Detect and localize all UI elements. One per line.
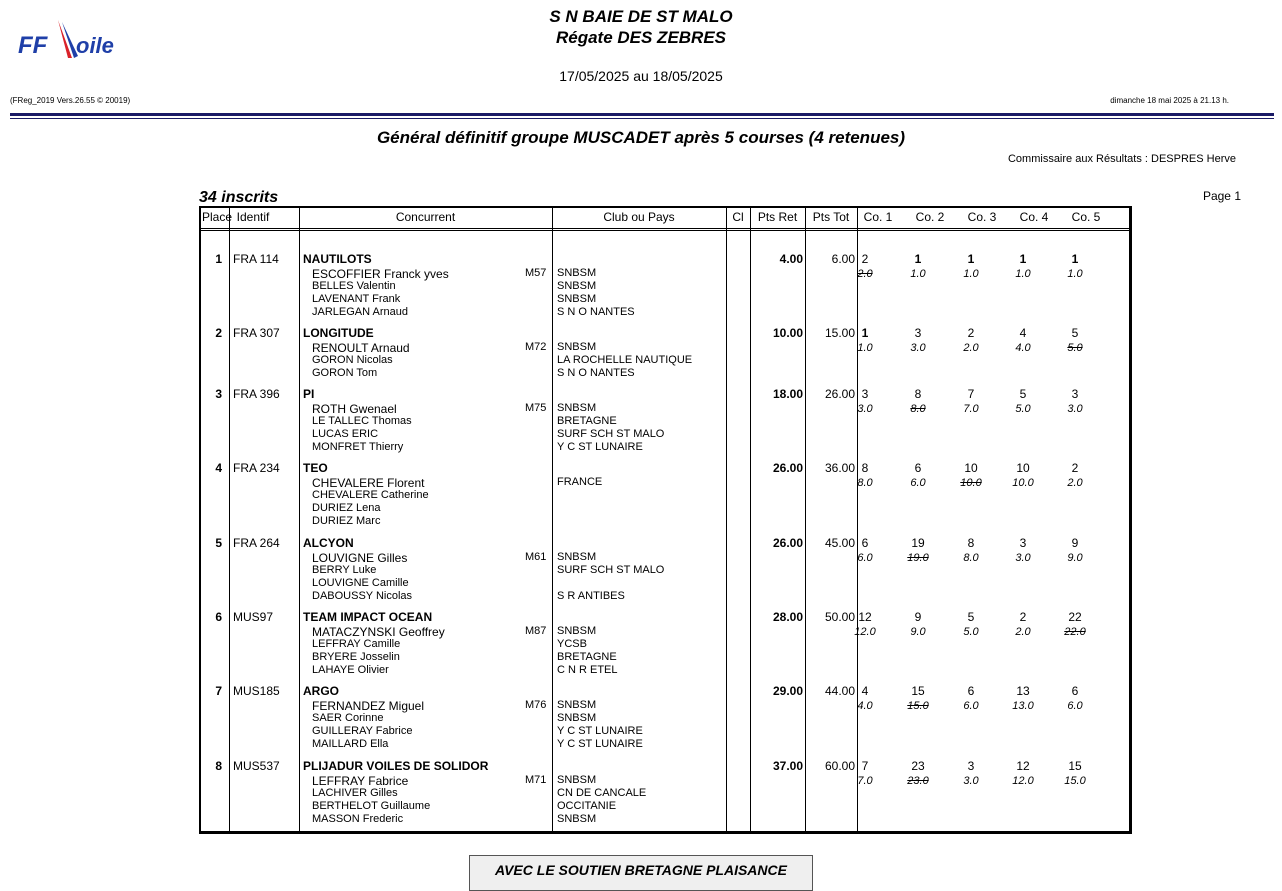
- software-version: (FReg_2019 Vers.26.55 © 20019): [10, 96, 131, 105]
- pts-ret: 26.00: [772, 461, 803, 475]
- race-points: 5.0: [963, 626, 979, 638]
- crew-name: ROTH Gwenael: [312, 402, 397, 416]
- crew-club: SNBSM: [557, 699, 597, 711]
- race-points: 1.0: [910, 268, 926, 280]
- crew-name: RENOULT Arnaud: [312, 341, 410, 355]
- crew-name: LACHIVER Gilles: [312, 787, 398, 799]
- column-header: Co. 2: [915, 210, 945, 224]
- crew-club: CN DE CANCALE: [557, 787, 647, 799]
- crew-name: BERTHELOT Guillaume: [312, 800, 431, 812]
- pts-tot: 45.00: [824, 536, 855, 550]
- inscrits-count: 34 inscrits: [199, 189, 279, 206]
- race-points: 6.0: [910, 477, 926, 489]
- column-header: Co. 1: [863, 210, 893, 224]
- pts-tot: 50.00: [824, 610, 855, 624]
- race-place: 1: [1071, 252, 1079, 266]
- results-table: [199, 206, 1132, 834]
- crew-club: SNBSM: [557, 341, 597, 353]
- race-points: 12.0: [854, 626, 876, 638]
- pts-ret: 28.00: [772, 610, 803, 624]
- boat-name: ALCYON: [303, 536, 354, 550]
- commissaire: Commissaire aux Résultats : DESPRES Herve: [1007, 153, 1236, 165]
- race-points: 3.0: [910, 342, 926, 354]
- crew-club: BRETAGNE: [557, 651, 617, 663]
- race-place: 4: [1019, 326, 1027, 340]
- race-points: 15.0: [907, 700, 929, 712]
- crew-club: SNBSM: [557, 293, 597, 305]
- race-place: 15: [911, 684, 925, 698]
- crew-category: M72: [525, 341, 547, 353]
- race-points: 19.0: [907, 552, 929, 564]
- race-points: 1.0: [963, 268, 979, 280]
- column-divider: [857, 208, 858, 831]
- place-cell: 8: [215, 759, 222, 773]
- crew-name: GORON Nicolas: [312, 354, 393, 366]
- crew-name: CHEVALERE Florent: [312, 476, 425, 490]
- race-place: 4: [861, 684, 869, 698]
- pts-tot: 36.00: [824, 461, 855, 475]
- race-points: 9.0: [1067, 552, 1083, 564]
- crew-name: LEFFRAY Camille: [312, 638, 401, 650]
- race-place: 2: [967, 326, 975, 340]
- boat-name: ARGO: [303, 684, 339, 698]
- identif-cell: MUS185: [233, 684, 280, 698]
- column-header: Cl: [732, 210, 744, 224]
- crew-club: S N O NANTES: [557, 367, 635, 379]
- boat-name: TEAM IMPACT OCEAN: [303, 610, 433, 624]
- race-points: 2.0: [1067, 477, 1083, 489]
- regatta-dates: 17/05/2025 au 18/05/2025: [559, 68, 723, 84]
- crew-club: SURF SCH ST MALO: [557, 428, 665, 440]
- race-points: 10.0: [960, 477, 982, 489]
- identif-cell: FRA 396: [233, 387, 280, 401]
- results-subtitle: Général définitif groupe MUSCADET après 5 courses (4 retenues): [376, 128, 906, 147]
- pts-tot: 6.00: [831, 252, 855, 266]
- race-points: 4.0: [1015, 342, 1031, 354]
- race-place: 1: [914, 252, 922, 266]
- crew-name: LUCAS ERIC: [312, 428, 379, 440]
- column-header: Place: [202, 210, 233, 224]
- race-points: 8.0: [910, 403, 926, 415]
- race-points: 7.0: [857, 775, 873, 787]
- crew-name: ESCOFFIER Franck yves: [312, 267, 449, 281]
- race-place: 1: [861, 326, 869, 340]
- race-points: 6.0: [857, 552, 873, 564]
- race-place: 23: [911, 759, 925, 773]
- race-place: 6: [967, 684, 975, 698]
- pts-tot: 26.00: [824, 387, 855, 401]
- crew-category: M61: [525, 551, 547, 563]
- crew-name: FERNANDEZ Miguel: [312, 699, 425, 713]
- crew-name: LAVENANT Frank: [312, 293, 401, 305]
- race-place: 8: [967, 536, 975, 550]
- crew-name: DURIEZ Marc: [312, 515, 381, 527]
- place-cell: 2: [215, 326, 222, 340]
- column-header: Club ou Pays: [603, 210, 675, 224]
- race-place: 1: [1019, 252, 1027, 266]
- column-header: Co. 3: [967, 210, 997, 224]
- boat-name: TEO: [303, 461, 328, 475]
- race-points: 1.0: [857, 342, 873, 354]
- boat-name: PLIJADUR VOILES DE SOLIDOR: [303, 759, 489, 773]
- race-points: 10.0: [1012, 477, 1034, 489]
- boat-name: PI: [303, 387, 315, 401]
- race-place: 1: [967, 252, 975, 266]
- race-points: 5.0: [1015, 403, 1031, 415]
- crew-name: CHEVALERE Catherine: [312, 489, 429, 501]
- pts-tot: 60.00: [824, 759, 855, 773]
- boat-name: LONGITUDE: [303, 326, 374, 340]
- crew-club: SNBSM: [557, 402, 597, 414]
- crew-club: SNBSM: [557, 712, 597, 724]
- svg-text:oile: oile: [76, 33, 114, 58]
- race-points: 3.0: [963, 775, 979, 787]
- crew-name: DURIEZ Lena: [312, 502, 381, 514]
- crew-name: MASSON Frederic: [312, 813, 404, 825]
- page-number: Page 1: [1202, 189, 1241, 203]
- race-place: 3: [1019, 536, 1027, 550]
- race-points: 9.0: [910, 626, 926, 638]
- race-points: 2.0: [857, 268, 873, 280]
- identif-cell: FRA 114: [233, 252, 279, 266]
- crew-club: Y C ST LUNAIRE: [557, 725, 643, 737]
- crew-name: LAHAYE Olivier: [312, 664, 389, 676]
- column-divider: [229, 208, 230, 831]
- pts-ret: 4.00: [779, 252, 803, 266]
- place-cell: 7: [215, 684, 222, 698]
- race-place: 7: [861, 759, 869, 773]
- crew-club: LA ROCHELLE NAUTIQUE: [557, 354, 693, 366]
- crew-name: MATACZYNSKI Geoffrey: [312, 625, 445, 639]
- race-place: 9: [1071, 536, 1079, 550]
- crew-name: MAILLARD Ella: [312, 738, 389, 750]
- crew-club: Y C ST LUNAIRE: [557, 441, 643, 453]
- race-place: 5: [967, 610, 975, 624]
- race-points: 7.0: [963, 403, 979, 415]
- race-place: 6: [914, 461, 922, 475]
- race-place: 3: [1071, 387, 1079, 401]
- race-place: 3: [967, 759, 975, 773]
- crew-name: GORON Tom: [312, 367, 378, 379]
- race-points: 15.0: [1064, 775, 1086, 787]
- column-divider: [750, 208, 751, 831]
- race-points: 1.0: [1067, 268, 1083, 280]
- crew-name: JARLEGAN Arnaud: [312, 306, 408, 318]
- column-header: Pts Ret: [757, 210, 798, 224]
- regatta-title: Régate DES ZEBRES: [555, 28, 727, 47]
- crew-club: SNBSM: [557, 280, 597, 292]
- crew-name: MONFRET Thierry: [312, 441, 404, 453]
- crew-club: SNBSM: [557, 813, 597, 825]
- race-place: 10: [1016, 461, 1030, 475]
- crew-club: S R ANTIBES: [557, 590, 625, 602]
- crew-club: Y C ST LUNAIRE: [557, 738, 643, 750]
- race-points: 3.0: [857, 403, 873, 415]
- race-points: 8.0: [857, 477, 873, 489]
- race-points: 4.0: [857, 700, 873, 712]
- race-place: 2: [861, 252, 869, 266]
- race-points: 6.0: [1067, 700, 1083, 712]
- race-place: 19: [911, 536, 925, 550]
- race-place: 5: [1019, 387, 1027, 401]
- crew-club: SNBSM: [557, 551, 597, 563]
- race-points: 6.0: [963, 700, 979, 712]
- crew-name: SAER Corinne: [312, 712, 384, 724]
- race-place: 10: [964, 461, 978, 475]
- place-cell: 3: [215, 387, 222, 401]
- race-place: 7: [967, 387, 975, 401]
- crew-name: DABOUSSY Nicolas: [312, 590, 413, 602]
- crew-club: S N O NANTES: [557, 306, 635, 318]
- crew-name: LOUVIGNE Gilles: [312, 551, 408, 565]
- race-points: 23.0: [907, 775, 929, 787]
- identif-cell: MUS537: [233, 759, 280, 773]
- crew-name: LOUVIGNE Camille: [312, 577, 409, 589]
- race-place: 22: [1068, 610, 1082, 624]
- crew-category: M71: [525, 774, 547, 786]
- header-rule-thin: [10, 118, 1274, 119]
- column-header: Concurrent: [395, 210, 456, 224]
- race-points: 13.0: [1012, 700, 1034, 712]
- crew-club: SNBSM: [557, 774, 597, 786]
- column-header: Identif: [236, 210, 270, 224]
- column-header: Co. 4: [1019, 210, 1049, 224]
- identif-cell: FRA 264: [233, 536, 280, 550]
- crew-club: SURF SCH ST MALO: [557, 564, 665, 576]
- header-divider: [201, 228, 1129, 229]
- header-rule: [10, 113, 1274, 116]
- race-place: 2: [1071, 461, 1079, 475]
- boat-name: NAUTILOTS: [303, 252, 372, 266]
- crew-club: YCSB: [557, 638, 587, 650]
- crew-club: FRANCE: [557, 476, 603, 488]
- pts-ret: 29.00: [772, 684, 803, 698]
- race-place: 6: [1071, 684, 1079, 698]
- column-divider: [805, 208, 806, 831]
- race-place: 2: [1019, 610, 1027, 624]
- place-cell: 5: [215, 536, 222, 550]
- column-divider: [299, 208, 300, 831]
- place-cell: 6: [215, 610, 222, 624]
- crew-category: M87: [525, 625, 547, 637]
- column-divider: [552, 208, 553, 831]
- race-points: 12.0: [1012, 775, 1034, 787]
- race-place: 12: [858, 610, 872, 624]
- race-place: 3: [861, 387, 869, 401]
- pts-ret: 18.00: [772, 387, 803, 401]
- crew-club: C N R ETEL: [557, 664, 618, 676]
- print-timestamp: dimanche 18 mai 2025 à 21.13 h.: [1110, 96, 1229, 105]
- crew-club: SNBSM: [557, 625, 597, 637]
- column-divider: [726, 208, 727, 831]
- pts-tot: 15.00: [824, 326, 855, 340]
- race-place: 8: [861, 461, 869, 475]
- race-place: 3: [914, 326, 922, 340]
- crew-category: M76: [525, 699, 547, 711]
- identif-cell: MUS97: [233, 610, 274, 624]
- race-points: 1.0: [1015, 268, 1031, 280]
- identif-cell: FRA 307: [233, 326, 280, 340]
- crew-category: M57: [525, 267, 547, 279]
- column-header: Pts Tot: [812, 210, 850, 224]
- crew-name: LEFFRAY Fabrice: [312, 774, 409, 788]
- race-points: 8.0: [963, 552, 979, 564]
- sponsor-footer: AVEC LE SOUTIEN BRETAGNE PLAISANCE: [469, 855, 813, 891]
- column-header: Co. 5: [1071, 210, 1101, 224]
- crew-category: M75: [525, 402, 547, 414]
- place-cell: 4: [215, 461, 222, 475]
- race-place: 12: [1016, 759, 1030, 773]
- club-title: S N BAIE DE ST MALO: [549, 7, 733, 26]
- crew-club: BRETAGNE: [557, 415, 617, 427]
- crew-name: BELLES Valentin: [312, 280, 396, 292]
- race-place: 8: [914, 387, 922, 401]
- pts-ret: 26.00: [772, 536, 803, 550]
- header-divider-2: [201, 230, 1129, 231]
- crew-club: SNBSM: [557, 267, 597, 279]
- identif-cell: FRA 234: [233, 461, 280, 475]
- pts-tot: 44.00: [824, 684, 855, 698]
- crew-name: GUILLERAY Fabrice: [312, 725, 413, 737]
- crew-name: BRYERE Josselin: [312, 651, 400, 663]
- race-points: 3.0: [1015, 552, 1031, 564]
- pts-ret: 37.00: [772, 759, 803, 773]
- pts-ret: 10.00: [772, 326, 803, 340]
- crew-name: LE TALLEC Thomas: [312, 415, 412, 427]
- race-place: 13: [1016, 684, 1030, 698]
- crew-name: BERRY Luke: [312, 564, 377, 576]
- race-points: 2.0: [1015, 626, 1031, 638]
- svg-text:FF: FF: [18, 32, 48, 59]
- race-points: 3.0: [1067, 403, 1083, 415]
- race-place: 9: [914, 610, 922, 624]
- race-place: 15: [1068, 759, 1082, 773]
- race-place: 6: [861, 536, 869, 550]
- race-points: 22.0: [1064, 626, 1086, 638]
- race-points: 2.0: [963, 342, 979, 354]
- race-points: 5.0: [1067, 342, 1083, 354]
- place-cell: 1: [215, 252, 222, 266]
- race-place: 5: [1071, 326, 1079, 340]
- crew-club: OCCITANIE: [557, 800, 617, 812]
